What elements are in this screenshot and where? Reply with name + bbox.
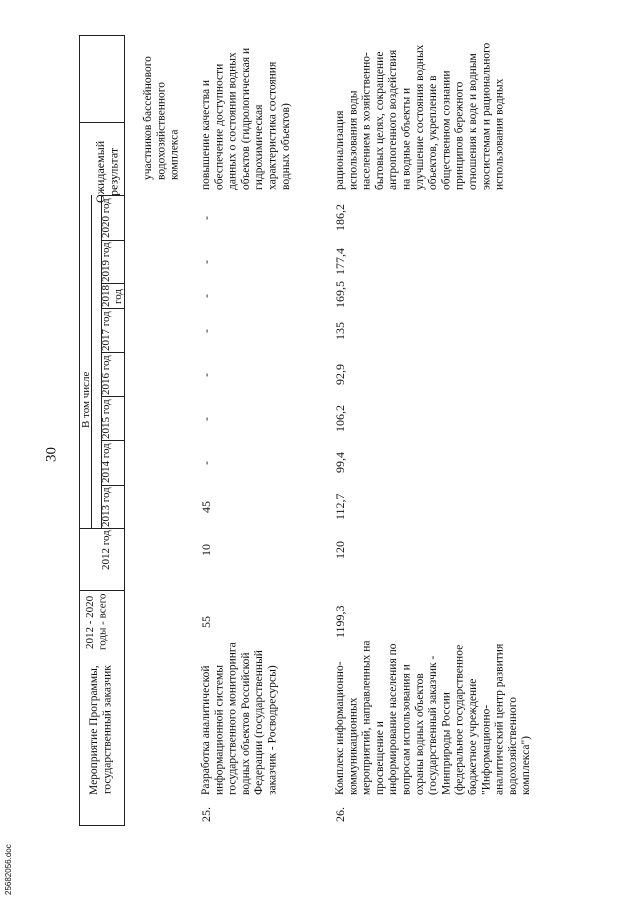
- row-result: повышение качества и обеспечение доступности данных о состоянии водных объектов (гидрологическая и гидрохимическая характеристика состояния водных объектов): [200, 47, 292, 190]
- header-sep-result: [79, 122, 125, 123]
- row-value: 10: [199, 544, 213, 556]
- row-value: -: [199, 294, 213, 298]
- header-total: 2012 - 2020 годы - всего: [84, 593, 109, 651]
- row-value: -: [199, 461, 213, 465]
- continuation-result: участников бассейнового водохозяйственного комплекса: [142, 56, 181, 180]
- row-result: рационализация использования воды населением в хозяйственно-бытовых целях, сокращение антропогенного воздействия на водные объекты и улучшение состояния водных объектов, укрепление в общественном сознании принципов бережного отношения к воде и водным экосистемам и рационального использования водных: [334, 42, 506, 190]
- header-result: Ожидаемый результат: [93, 140, 121, 204]
- row-number: 25.: [199, 807, 213, 822]
- row-value: 169,5: [333, 281, 347, 308]
- header-year: 2013 год: [100, 487, 112, 527]
- row-number: 26.: [333, 807, 347, 822]
- header-top-line-end: [79, 35, 125, 36]
- header-group: В том числе: [80, 371, 92, 429]
- header-top-line: [79, 825, 125, 826]
- row-value: 106,2: [333, 405, 347, 433]
- row-total: 1199,3: [333, 605, 347, 639]
- row-value: 112,7: [333, 493, 347, 521]
- row-value: 92,9: [333, 364, 347, 386]
- row-value: -: [199, 373, 213, 377]
- document-id: 25682056.doc: [4, 844, 13, 895]
- header-year: 2017 год: [100, 311, 112, 351]
- header-year: 2015 год: [100, 399, 112, 439]
- row-value: -: [199, 417, 213, 421]
- header-year: 2012 год: [100, 530, 112, 570]
- row-value: 45: [199, 501, 213, 513]
- header-sep-total: [79, 590, 125, 591]
- header-year: 2019 год: [100, 242, 112, 282]
- header-year: 2020 год: [100, 198, 112, 238]
- row-value: -: [199, 260, 213, 264]
- header-sep-2012: [79, 528, 125, 529]
- row-event: Комплекс информационно-коммуникационных мероприятий, направленных на просвещение и информирование населения по вопросам использования и охраны водных объектов (государственный заказчик - Минприроды России (федеральное государственное бюджетное учреждение "Информационно-аналитический центр развития водохозяйственного комплекса"): [334, 640, 533, 795]
- row-value: 99,4: [333, 452, 347, 474]
- header-event: Мероприятие Программы, государственный заказчик: [88, 665, 114, 795]
- header-year: 2014 год: [100, 443, 112, 483]
- row-value: -: [199, 329, 213, 333]
- header-year: 2018 год: [100, 285, 124, 307]
- row-value: -: [199, 216, 213, 220]
- page-number: 30: [43, 447, 60, 462]
- row-value: 186,2: [333, 204, 347, 232]
- header-year: 2016 год: [100, 355, 112, 395]
- row-total: 55: [199, 616, 213, 628]
- row-value: 177,4: [333, 248, 347, 276]
- row-value: 120: [333, 541, 347, 559]
- row-event: Разработка аналитической информационной системы государственного мониторинга водных объектов Российской Федерации (государственный заказчик - Росводресурсы): [200, 642, 279, 795]
- row-value: 135: [333, 322, 347, 340]
